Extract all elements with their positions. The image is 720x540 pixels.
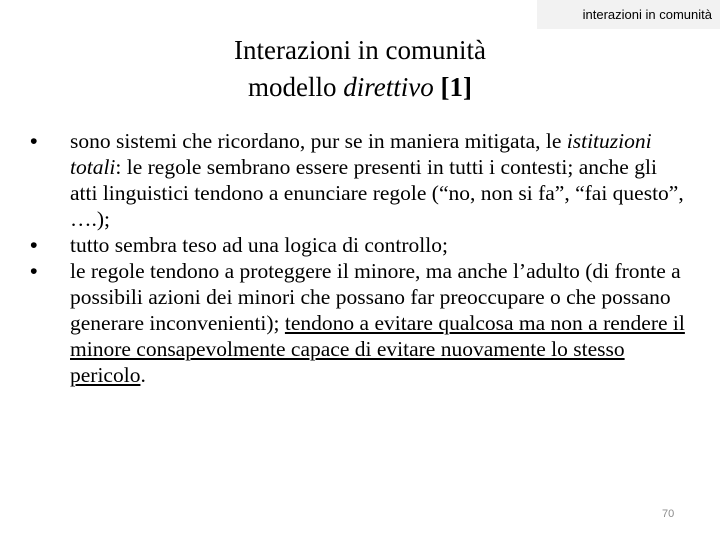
page-number: 70 [662,508,675,520]
bullet-1-italic: istituzioni totali [70,129,652,179]
bullet-2-text: tutto sembra teso ad una logica di controllo; [70,233,448,257]
bullet-item-2 [30,232,685,258]
title-line-2-italic: direttivo [343,72,434,102]
bullet-3-text: le regole tendono a proteggere il minore, ma anche l’adulto (di fronte a possibili azioni dei minori che possano far preoccupare o che possano generare inconvenienti); [70,259,681,335]
title-line-2-prefix: modello [248,72,344,102]
bullet-item-3 [30,258,685,388]
bullet-item-1 [30,128,685,232]
bullet-3-underlined: tendono a evitare qualcosa ma non a rendere il minore consapevolmente capace di evitare nuovamente lo stesso pericolo [70,311,685,387]
bullet-list [30,128,685,388]
section-header-label: interazioni in comunità [537,0,720,29]
bullet-1-text-end: : le regole sembrano essere presenti in tutti i contesti; anche gli atti linguistici tendono a enunciare regole (“no, non si fa”, “fai questo”, ….); [70,155,684,231]
title-line-2-suffix: [1] [433,72,472,102]
bullet-1-text-start: sono sistemi che ricordano, pur se in maniera mitigata, le [70,129,567,153]
bullet-3-end: . [140,363,146,387]
title-line-2 [0,69,720,106]
slide-title [0,32,720,106]
title-line-1: Interazioni in comunità [234,35,486,65]
